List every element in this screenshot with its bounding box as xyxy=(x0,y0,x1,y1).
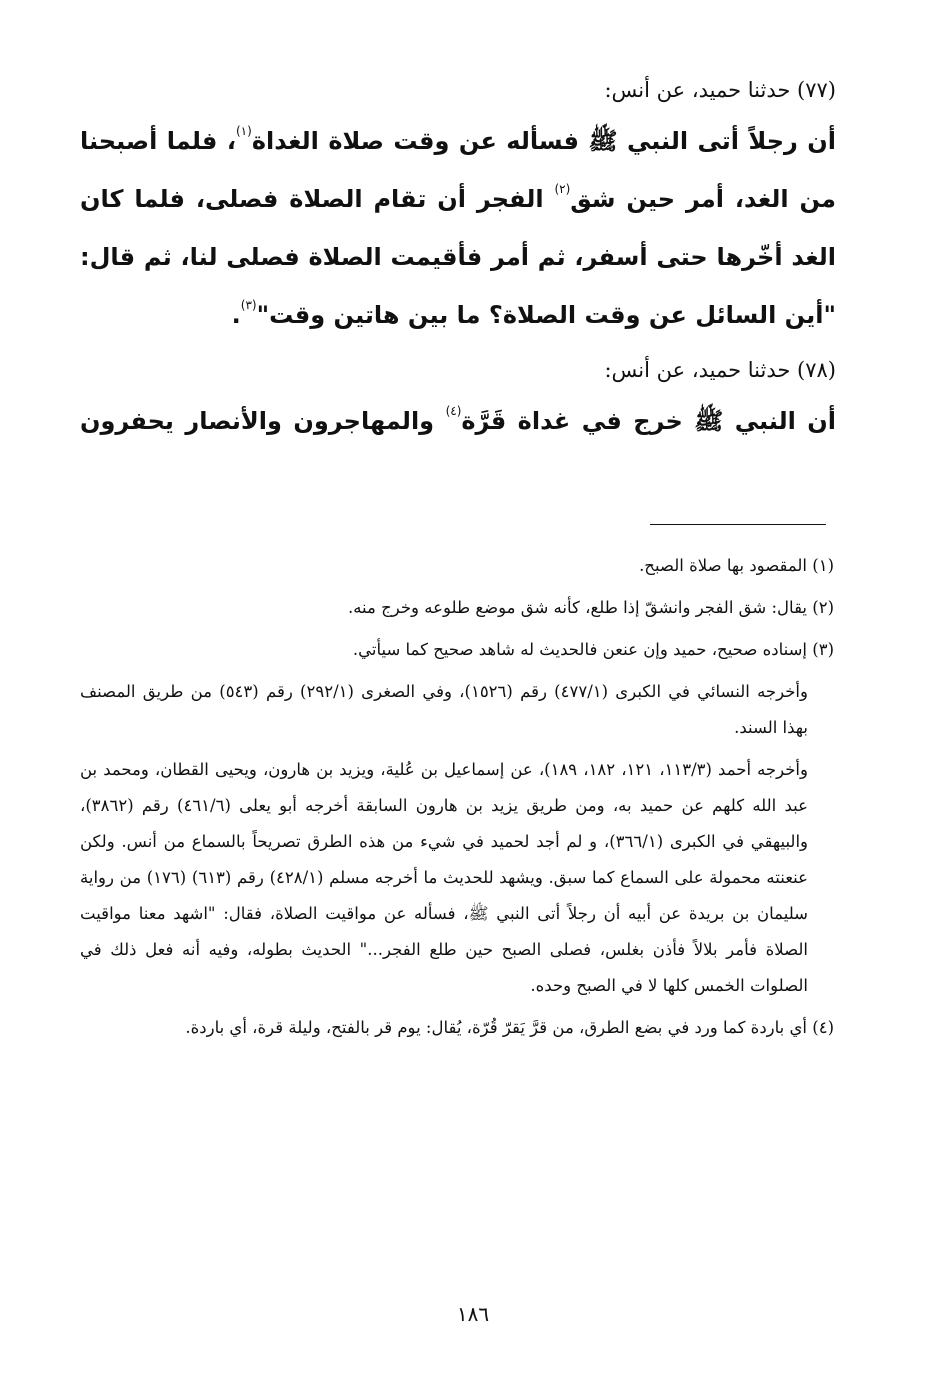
hadith-77-text-part2: ، فلما أصبحنا من الغد، أمر حين شق xyxy=(80,127,836,213)
hadith-77-heading: (٧٧) حدثنا حميد، عن أنس: xyxy=(604,78,836,102)
page-number: ١٨٦ xyxy=(456,1302,490,1326)
hadith-78-heading: (٧٨) حدثنا حميد، عن أنس: xyxy=(604,358,836,382)
hadith-77-text-end: . xyxy=(231,301,241,329)
footnotes xyxy=(80,548,834,1052)
footnote-3: (٣) إسناده صحيح، حميد وإن عنعن فالحديث له شاهد صحيح كما سيأتي. xyxy=(352,640,834,659)
hadith-78-text-part2: والمهاجرون والأنصار يحفرون xyxy=(80,407,446,435)
hadith-77-text-part3: الفجر أن تقام الصلاة فصلى، فلما كان الغد أخّرها حتى أسفر، ثم أمر فأقيمت الصلاة فصلى لنا، ثم قال: "أين السائل عن وقت الصلاة؟ ما بين هاتين وقت" xyxy=(80,185,836,329)
footnote-ref-2: (٢) xyxy=(554,182,571,196)
footnote-3-paragraph-3: وأخرجه أحمد (١١٣/٣، ١٢١، ١٨٢، ١٨٩)، عن إسماعيل بن عُلية، ويزيد بن هارون، ويحيى القطان، ومحمد بن عبد الله كلهم عن حميد به، ومن طريق يزيد بن هارون السابقة أخرجه أبو يعلى (٤٦١/٦) رقم (٣٨٦٢)، والبيهقي في الكبرى (٣٦٦/١)، و لم أجد لحميد في شيء من هذه الطرق تصريحاً بالسماع من أنس. ولكن عنعنته محمولة على السماع كما سبق. ويشهد للحديث ما أخرجه مسلم (٤٢٨/١) رقم (٦١٣) (١٧٦) من رواية سليمان بن بريدة عن أبيه أن رجلاً أتى النبي ﷺ، فسأله عن مواقيت الصلاة، فقال: "اشهد معنا مواقيت الصلاة فأمر بلالاً فأذن بغلس، فصلى الصبح حين طلع الفجر..." الحديث بطوله، وفيه أنه فعل ذلك في الصلوات الخمس كلها لا في الصبح وحده. xyxy=(80,760,809,995)
main-text xyxy=(80,72,836,450)
footnote-separator xyxy=(650,524,826,525)
footnote-3-paragraph-2: وأخرجه النسائي في الكبرى (٤٧٧/١) رقم (١٥٢٦)، وفي الصغرى (٢٩٢/١) رقم (٥٤٣) من طريق المصنف بهذا السند. xyxy=(80,682,808,737)
footnote-ref-4: (٤) xyxy=(445,404,462,418)
hadith-77-text-part1: أن رجلاً أتى النبي ﷺ فسأله عن وقت صلاة الغداة xyxy=(251,127,837,155)
footnote-ref-3: (٣) xyxy=(240,298,257,312)
footnote-ref-1: (١) xyxy=(235,124,252,138)
hadith-78-text-part1: أن النبي ﷺ خرج في غداة قَرَّة xyxy=(461,407,837,435)
hadith-78-text xyxy=(80,392,836,450)
footnote-1: (١) المقصود بها صلاة الصبح. xyxy=(639,556,834,575)
footnote-4: (٤) أي باردة كما ورد في بضع الطرق، من قرَّ يَقرّ قُرّة، يُقال: يوم قر بالفتح، وليلة قرة، أي باردة. xyxy=(185,1018,834,1037)
footnote-2: (٢) يقال: شق الفجر وانشقّ إذا طلع، كأنه شق موضع طلوعه وخرج منه. xyxy=(347,598,834,617)
hadith-77-text xyxy=(80,112,836,344)
